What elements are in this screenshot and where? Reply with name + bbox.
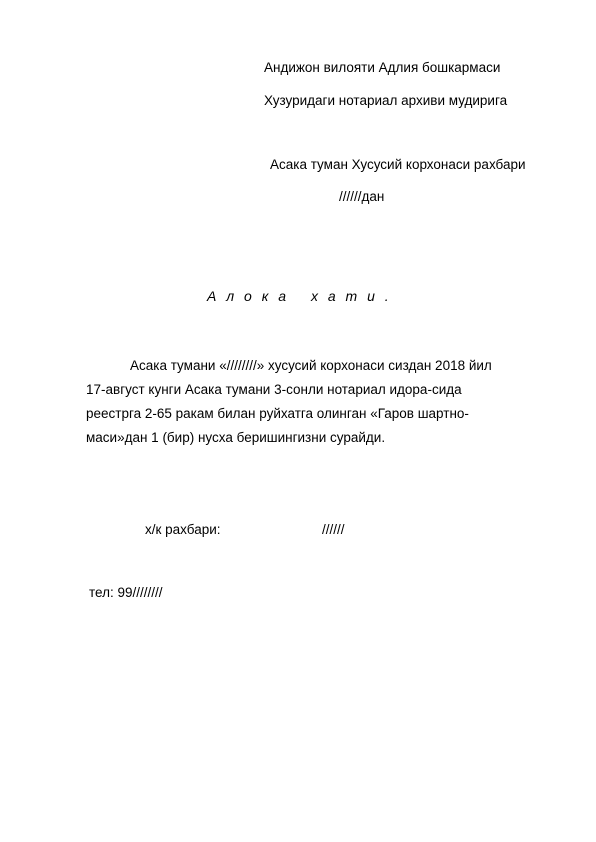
body-line-1: Асака тумани «////////» хусусий корхонаси сиздан 2018 йил [130, 358, 492, 373]
signature-value: ////// [322, 522, 345, 537]
body-line-2: 17-август кунги Асака тумани 3-сонли нотариал идора-сида [86, 382, 462, 397]
recipient-line-2: Хузуридаги нотариал архиви мудирига [264, 93, 508, 108]
recipient-line-1: Андижон вилояти Адлия бошкармаси [264, 60, 501, 75]
sender-line-1: Асака туман Хусусий корхонаси рахбари [270, 157, 526, 172]
letter-title-word-1: А л о к а [207, 288, 289, 304]
sender-line-2: //////дан [339, 189, 385, 204]
signature-label: х/к рахбари: [145, 522, 221, 537]
phone-number: тел: 99//////// [89, 585, 163, 600]
letter-title [207, 287, 392, 305]
letter-title-word-2: х а т и . [310, 288, 392, 304]
letter-body [86, 354, 551, 450]
body-line-4: маси»дан 1 (бир) нусха беришингизни сурайди. [86, 430, 386, 445]
body-line-3: реестрга 2-65 ракам билан руйхатга олинган «Гаров шартно- [86, 406, 469, 421]
